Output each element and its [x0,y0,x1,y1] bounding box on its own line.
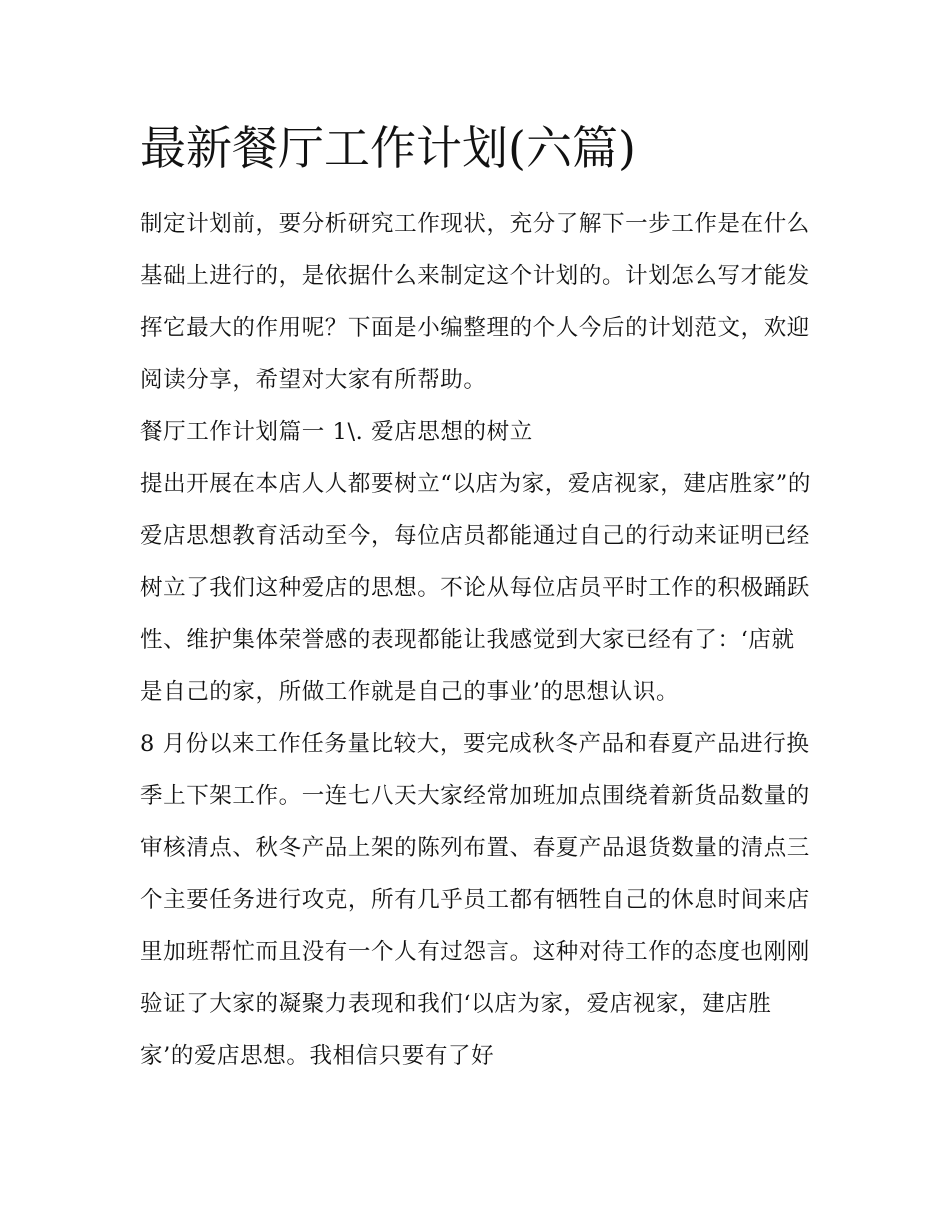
body-paragraph: 提出开展在本店人人都要树立“以店为家，爱店视家，建店胜家”的爱店思想教育活动至今，每位店员都能通过自己的行动来证明已经树立了我们这种爱店的思想。不论从每位店员平时工作的积极踊跃性、维护集体荣誉感的表现都能让我感觉到大家已经有了：‘店就是自己的家，所做工作就是自己的事业’的思想认识。 [140,471,812,705]
section-heading: 餐厅工作计划篇一 1\. 爱店思想的树立 [140,419,533,445]
document-title: 最新餐厅工作计划(六篇) [140,121,636,175]
document-body [140,198,812,1082]
body-paragraph: 8 月份以来工作任务量比较大，要完成秋冬产品和春夏产品进行换季上下架工作。一连七八天大家经常加班加点围绕着新货品数量的审核清点、秋冬产品上架的陈列布置、春夏产品退货数量的清点三个主要任务进行攻克，所有几乎员工都有牺牲自己的休息时间来店里加班帮忙而且没有一个人有过怨言。这种对待工作的态度也刚刚验证了大家的凝聚力表现和我们‘以店为家，爱店视家，建店胜家’的爱店思想。我相信只要有了好 [140,731,810,1069]
intro-paragraph: 制定计划前，要分析研究工作现状，充分了解下一步工作是在什么基础上进行的，是依据什么来制定这个计划的。计划怎么写才能发挥它最大的作用呢？下面是小编整理的个人今后的计划范文，欢迎阅读分享，希望对大家有所帮助。 [140,211,810,393]
